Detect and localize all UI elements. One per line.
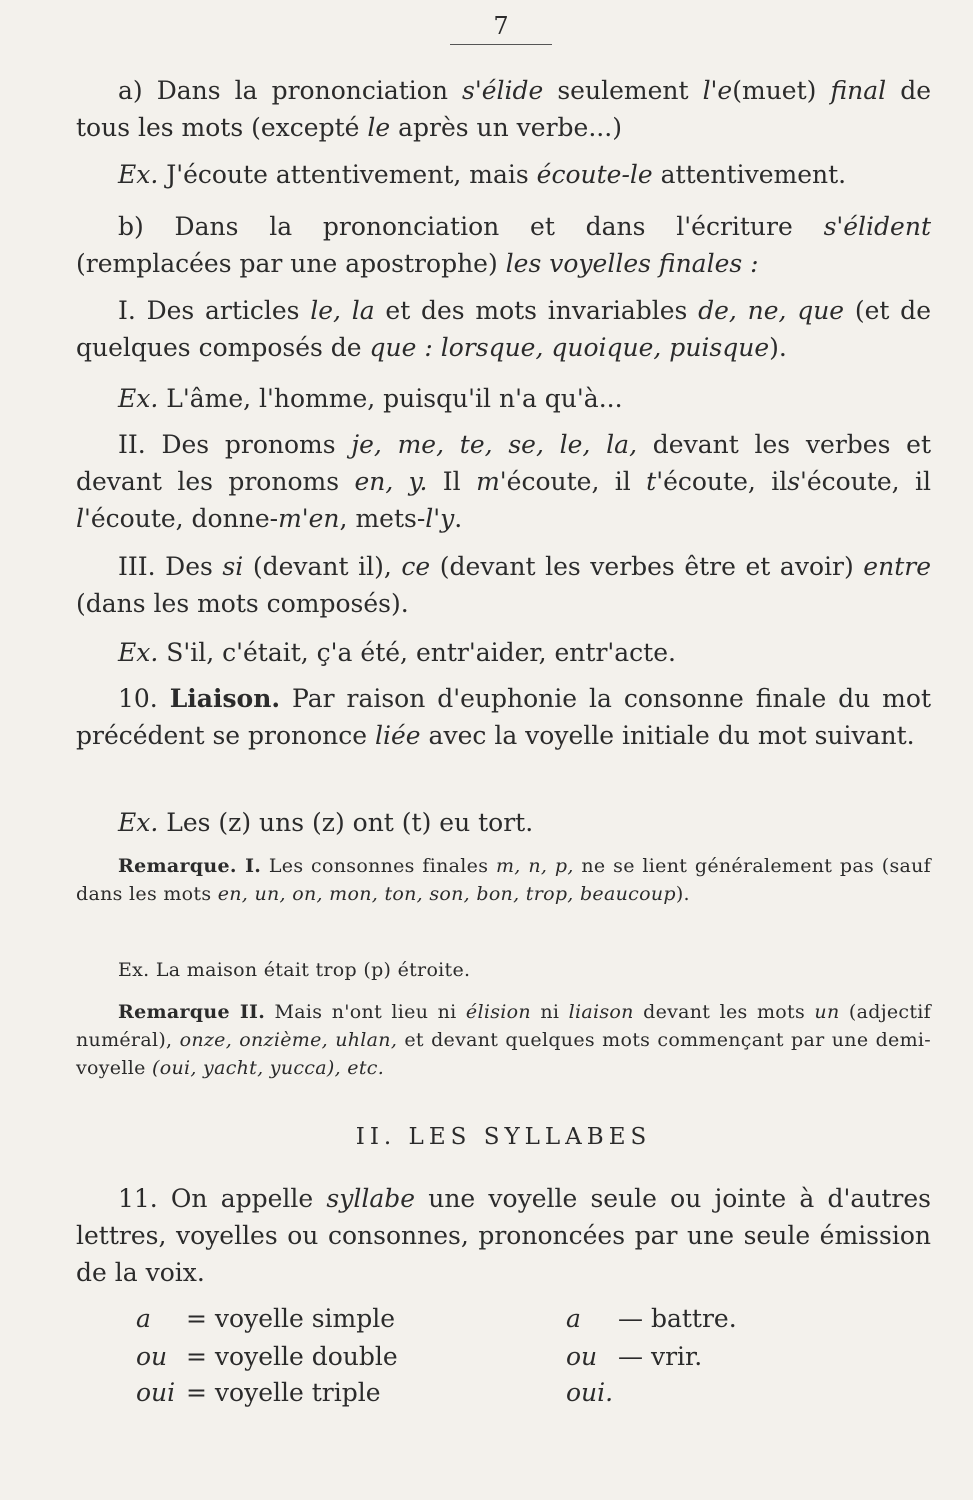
table-cell: oui. xyxy=(566,1378,614,1407)
table-cell: = voyelle triple xyxy=(186,1378,381,1407)
page-number: 7 xyxy=(450,12,552,45)
table-cell: = voyelle double xyxy=(186,1342,398,1371)
paragraph-a: a) Dans la prononciation s'élide seulement l'e(muet) final de tous les mots (excepté le après un verbe...) xyxy=(76,76,931,142)
table-cell: oui xyxy=(136,1378,176,1407)
table-cell: ou xyxy=(136,1342,168,1371)
section-heading: II. LES SYLLABES xyxy=(355,1124,652,1150)
table-cell: — battre. xyxy=(618,1304,737,1333)
paragraph-11: 11. On appelle syllabe une voyelle seule ou jointe à d'autres lettres, voyelles ou consonnes, prononcées par une seule émission de la voix. xyxy=(76,1184,931,1287)
table-cell: a xyxy=(136,1304,151,1333)
example-3: Ex. S'il, c'était, ç'a été, entr'aider, entr'acte. xyxy=(118,638,676,667)
table-cell: ou xyxy=(566,1342,598,1371)
example-1: Ex. J'écoute attentivement, mais écoute-le attentivement. xyxy=(118,160,847,189)
example-5: Ex. La maison était trop (p) étroite. xyxy=(118,959,471,981)
remark-1-title: Remarque. I. xyxy=(118,855,262,877)
table-cell: a xyxy=(566,1304,581,1333)
remark-2: Remarque II. Mais n'ont lieu ni élision ni liaison devant les mots un (adjectif numéral), onze, onzième, uhlan, et devant quelques mots commençant par une demi-voyelle (oui, yacht, yucca), etc. xyxy=(76,1001,932,1079)
paragraph-b: b) Dans la prononciation et dans l'écriture s'élident (remplacées par une apostrophe) les voyelles finales : xyxy=(76,212,931,278)
liaison-title: Liaison. xyxy=(169,684,281,713)
table-cell: = voyelle simple xyxy=(186,1304,396,1333)
remark-2-title: Remarque II. xyxy=(118,1001,266,1023)
paragraph-II: II. Des pronoms je, me, te, se, le, la, devant les verbes et devant les pronoms en, y. Il m'écoute, il t'écoute, ils'écoute, il l'écoute, donne-m'en, mets-l'y. xyxy=(76,430,931,533)
paragraph-I: I. Des articles le, la et des mots invariables de, ne, que (et de quelques composés de que : lorsque, quoique, puisque). xyxy=(76,296,931,362)
paragraph-III: III. Des si (devant il), ce (devant les verbes être et avoir) entre (dans les mots composés). xyxy=(76,552,931,618)
paragraph-10: 10. Liaison. Par raison d'euphonie la consonne finale du mot précédent se prononce liée avec la voyelle initiale du mot suivant. xyxy=(76,684,931,750)
remark-1: Remarque. I. Les consonnes finales m, n, p, ne se lient généralement pas (sauf dans les mots en, un, on, mon, ton, son, bon, trop, beaucoup). xyxy=(76,855,932,905)
example-4: Ex. Les (z) uns (z) ont (t) eu tort. xyxy=(118,808,534,837)
table-cell: — vrir. xyxy=(618,1342,703,1371)
example-2: Ex. L'âme, l'homme, puisqu'il n'a qu'à... xyxy=(118,384,623,413)
